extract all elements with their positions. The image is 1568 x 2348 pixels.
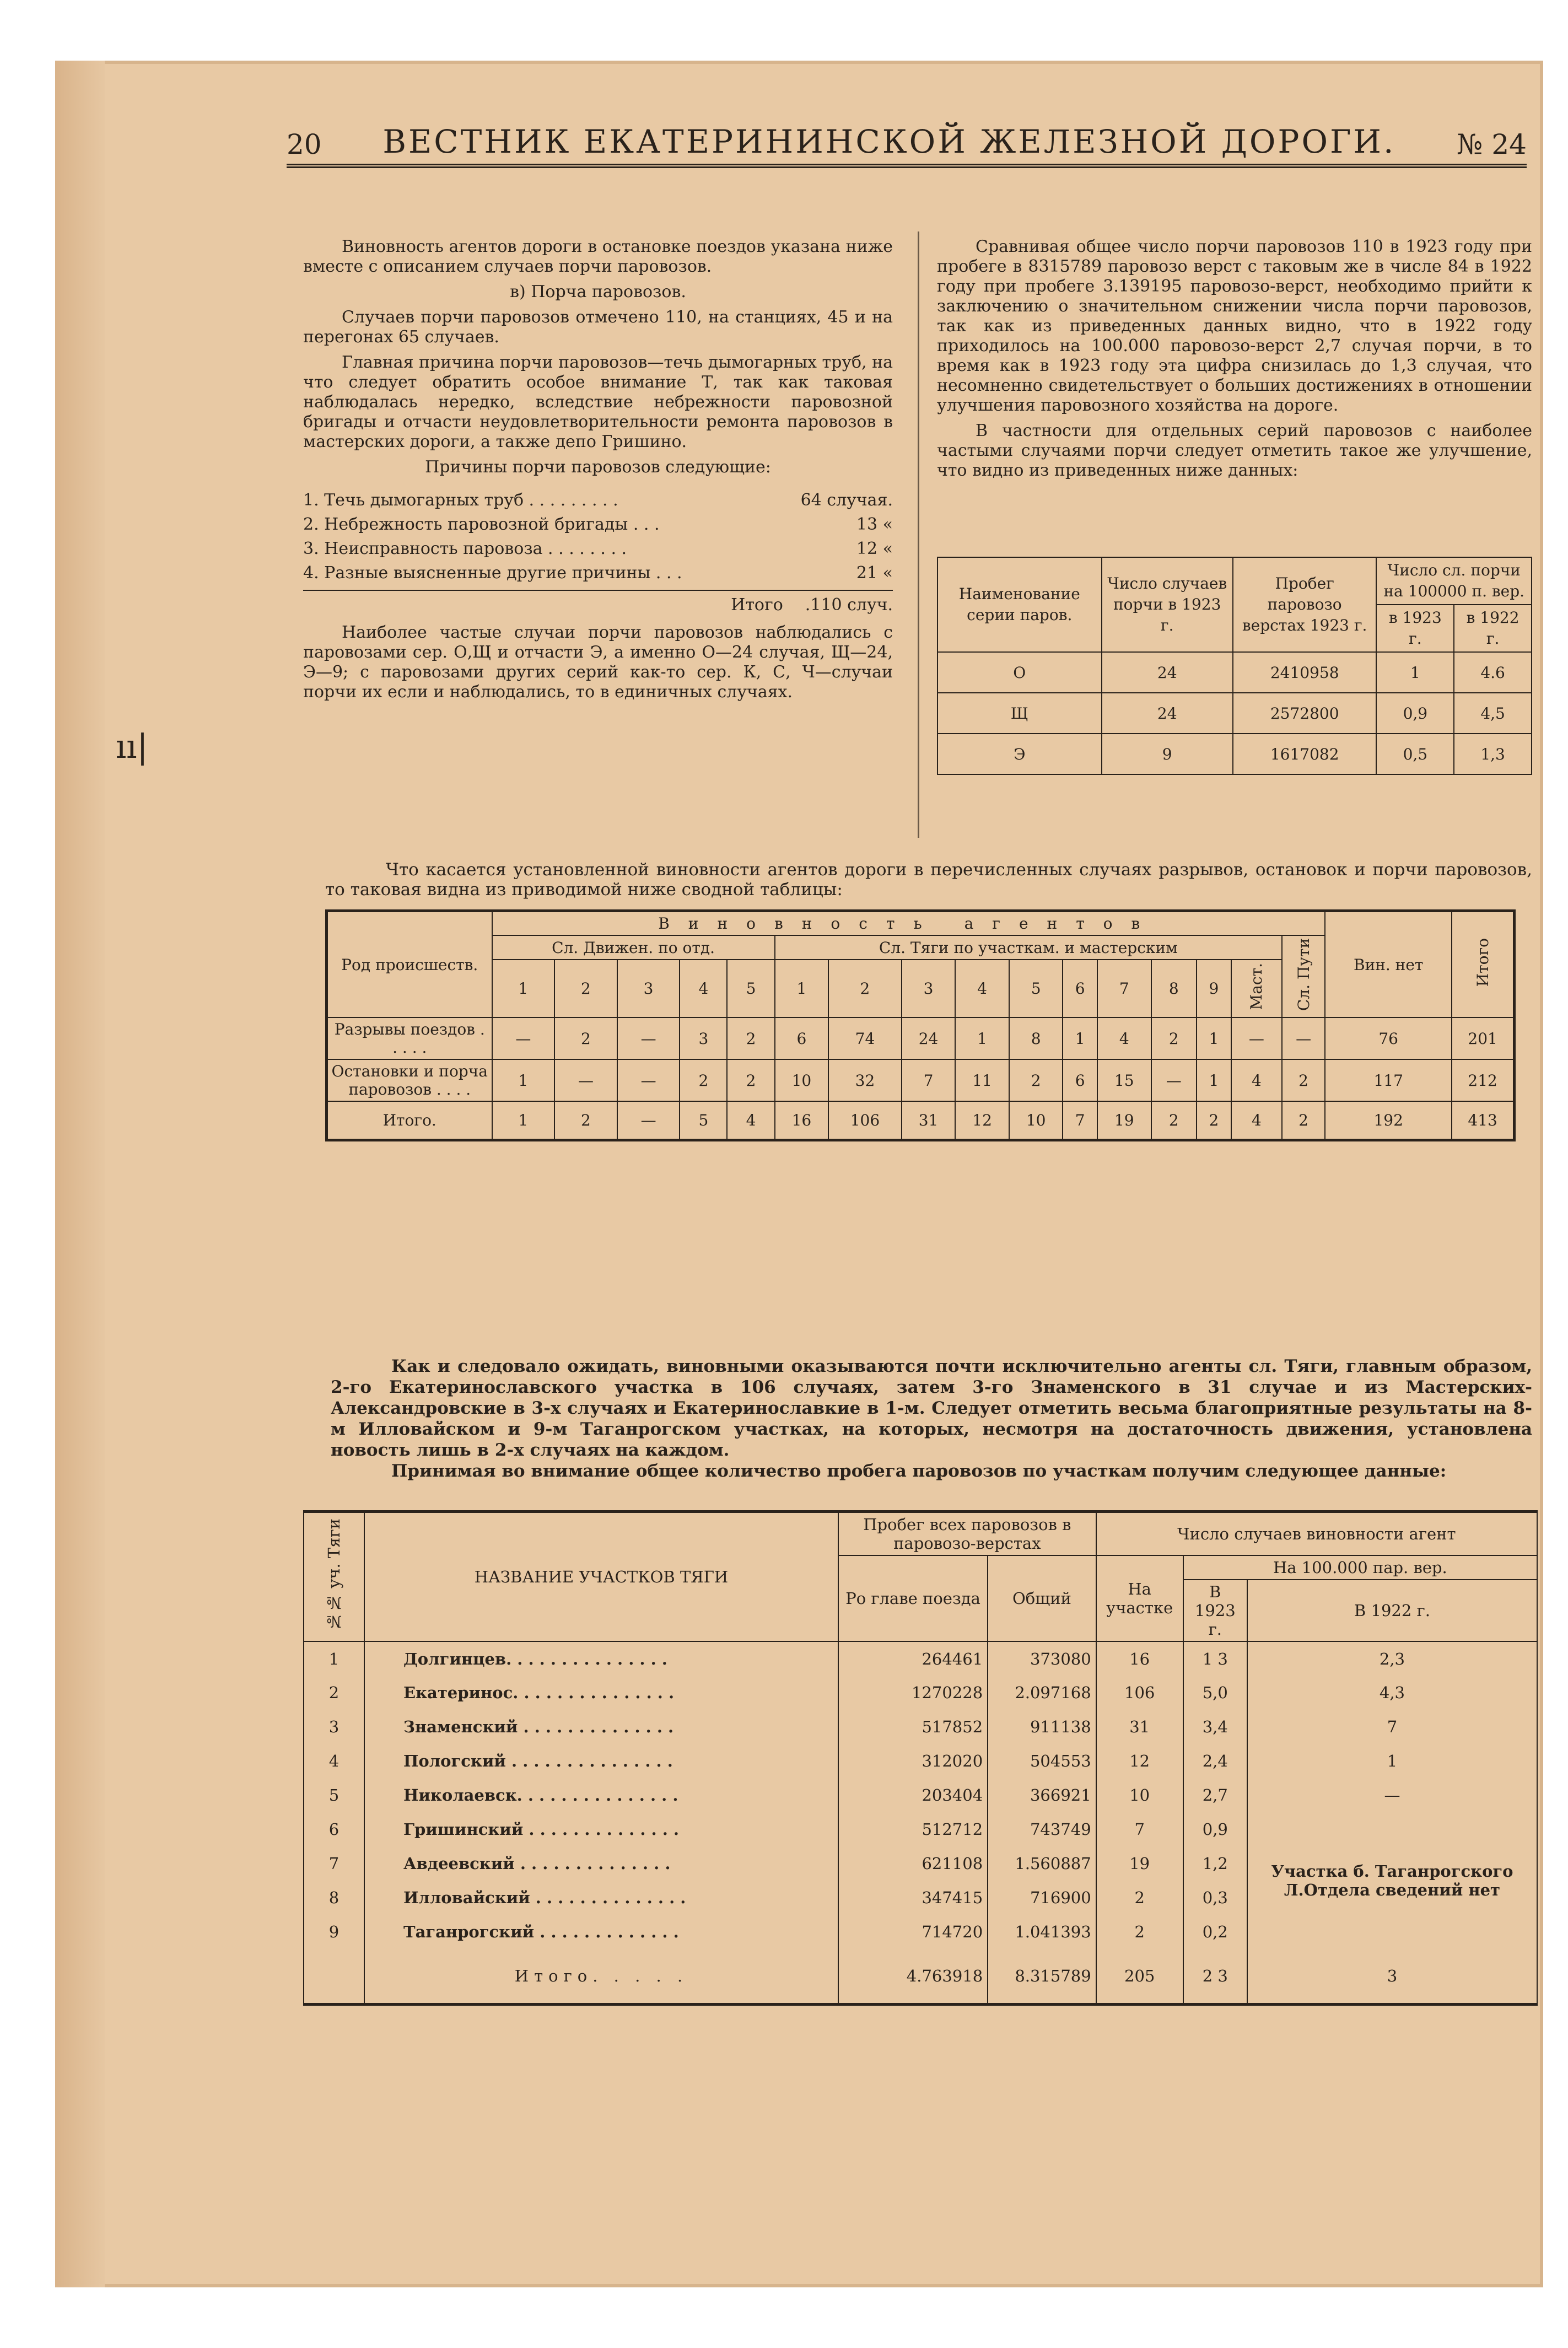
table-total-row: Итого. 1 2 — 5 4 16 106 31 12 10 7 19 2 2 4 2 192 413 [327, 1101, 1515, 1140]
table-row: Щ 24 2572800 0,9 4,5 [937, 693, 1532, 734]
left-column [303, 237, 893, 708]
column-divider [918, 231, 919, 838]
table-row: Остановки и порча паровозов . . . . 1 — — 2 2 10 32 7 11 2 6 15 — 1 4 2 117 212 [327, 1059, 1515, 1101]
table-header: Число случаев порчи в 1923 г. [1102, 557, 1233, 652]
table-header: Сл. Тяги по участкам. и мастерским [775, 935, 1283, 960]
table-row: Разрывы поездов . . . . . — 2 — 3 2 6 74 24 1 8 1 4 2 1 — — 76 201 [327, 1017, 1515, 1059]
table-header: Пробег паровозо верстах 1923 г. [1233, 557, 1377, 652]
table-header: №№ уч. Тяги [304, 1512, 364, 1642]
causes-list [303, 488, 893, 617]
table-header: На участке [1096, 1555, 1183, 1641]
table-row: 7 Авдеевский . . . . . . . . . . . . . . 621108 1.560887 19 1,2 [304, 1846, 1537, 1881]
table-row: 6 Гришинский . . . . . . . . . . . . . . 512712 743749 7 0,9 Участка б. Таганрогского Л.Отдела сведений нет [304, 1812, 1537, 1846]
table-header: На 100.000 пар. вер. [1183, 1555, 1537, 1580]
paragraph: Что касается установленной виновности агентов дороги в перечисленных случаях разрывов, остановок и порчи паровозов, то таковая видна из приводимой ниже сводной таблицы: [325, 860, 1532, 900]
table-header: В 1923 г. [1183, 1580, 1247, 1641]
table-header: Общий [988, 1555, 1096, 1641]
table-header: в 1922 г. [1454, 605, 1532, 652]
table-row: О 24 2410958 1 4.6 [937, 652, 1532, 693]
paragraph: Принимая во внимание общее количество пробега паровозов по участкам получим следующее данные: [391, 1461, 1447, 1481]
table-total-row: Итого. . . . . 4.763918 8.315789 205 2 3 3 [304, 1949, 1537, 2004]
list-item: 3. Неисправность паровоза . . . . . . . . 12 « [303, 539, 893, 558]
issue-number: № 24 [1457, 128, 1527, 160]
margin-mark: ıı| [116, 728, 148, 766]
newspaper-title: ВЕСТНИК ЕКАТЕРИНИНСКОЙ ЖЕЛЕЗНОЙ ДОРОГИ. [382, 123, 1396, 160]
missing-data-note: Участка б. Таганрогского Л.Отдела сведений нет [1247, 1812, 1537, 1949]
list-item: 1. Течь дымогарных труб . . . . . . . . . 64 случая. [303, 491, 893, 510]
paragraph: Главная причина порчи паровозов—течь дымогарных труб, на что следует обратить особое внимание Т, так как таковая наблюдалась нередко, вследствие небрежности паровозной бригады и отчасти неудовлетворительности ремонта паровозов в мастерских дороги, а также депо Гришино. [303, 353, 893, 451]
page-number: 20 [287, 128, 322, 160]
sections-table [303, 1510, 1538, 2006]
table-header: Сл. Движен. по отд. [492, 935, 775, 960]
table-row: 1 Долгинцев. . . . . . . . . . . . . . . 264461 373080 16 1 3 2,3 [304, 1641, 1537, 1676]
right-column [937, 237, 1532, 486]
table-row: 4 Пологский . . . . . . . . . . . . . . . 312020 504553 12 2,4 1 [304, 1744, 1537, 1778]
table-row: 2 Екатеринос. . . . . . . . . . . . . . . 1270228 2.097168 106 5,0 4,3 [304, 1676, 1537, 1710]
table-header: Ро главе поезда [838, 1555, 988, 1641]
list-item: 4. Разные выясненные другие причины . . . 21 « [303, 563, 893, 583]
paragraph: Сравнивая общее число порчи паровозов 110 в 1923 году при пробеге в 8315789 паровозо верст с таковым же в числе 84 в 1922 году при пробеге 3.139195 паровозо-верст, необходимо прийти к заключению о значительном снижении числа порчи паровозов, так как из приведенных данных видно, что в 1922 году приходилось на 100.000 паровозо-верст 2,7 случая порчи, в то время как в 1923 году эта цифра снизилась до 1,3 случая, что несомненно свидетельствует о больших достижениях в отношении улучшения паровозного хозяйства на дороге. [937, 237, 1532, 415]
paragraph: Наиболее частые случаи порчи паровозов наблюдались с паровозами сер. О,Щ и отчасти Э, а именно О—24 случая, Щ—24, Э—9; с паровозами других серий как-то сер. К, С, Ч—случаи порчи их если и наблюдались, то в единичных случаях. [303, 623, 893, 702]
table-header: Наименование серии паров. [937, 557, 1102, 652]
table-header: Число случаев виновности агент [1096, 1512, 1537, 1556]
paragraph: Как и следовало ожидать, виновными оказываются почти исключительно агенты сл. Тяги, главным образом, 2-го Екатеринославского участка в 106 случаях, затем 3-го Знаменского в 31 случае и из Мастерских-Александровские в 3-х случаях и Екатеринославкие в 1-м. Следует отметить весьма благоприятные результаты на 8-м Илловайском и 9-м Таганрогском участках, на которых, несмотря на достаточность движения, установлена новость лишь в 2-х случаях на каждом. [331, 1356, 1532, 1460]
section-subheading: в) Порча паровозов. [510, 282, 686, 301]
list-item: 2. Небрежность паровозной бригады . . . 13 « [303, 515, 893, 534]
page-header [287, 119, 1527, 168]
table-row: 8 Илловайский . . . . . . . . . . . . . . 347415 716900 2 0,3 [304, 1881, 1537, 1915]
table-header: Виновность агентов [492, 911, 1325, 936]
table-header: Вин. нет [1325, 911, 1452, 1018]
causes-heading: Причины порчи паровозов следующие: [425, 457, 771, 477]
table-header: Род происшеств. [327, 911, 492, 1018]
table-header: Число сл. порчи на 100000 п. вер. [1376, 557, 1532, 605]
table-row: Э 9 1617082 0,5 1,3 [937, 734, 1532, 774]
paragraph: Случаев порчи паровозов отмечено 110, на станциях, 45 и на перегонах 65 случаев. [303, 308, 893, 347]
paragraph: Виновность агентов дороги в остановке поездов указана ниже вместе с описанием случаев порчи паровозов. [303, 237, 893, 276]
table-row: 3 Знаменский . . . . . . . . . . . . . . 517852 911138 31 3,4 7 [304, 1710, 1537, 1744]
causes-total: Итого .110 случ. [303, 590, 893, 617]
table-header: НАЗВАНИЕ УЧАСТКОВ ТЯГИ [364, 1512, 838, 1642]
page-edge [55, 61, 105, 2287]
table-header: Итого [1452, 911, 1514, 1018]
table-header: в 1923 г. [1376, 605, 1454, 652]
analysis-text [331, 1356, 1532, 1482]
table-row: 9 Таганрогский . . . . . . . . . . . . . 714720 1.041393 2 0,2 [304, 1915, 1537, 1949]
series-table [937, 557, 1532, 775]
table-header: Сл. Пути [1282, 935, 1325, 1017]
paragraph: В частности для отдельных серий паровозов с наиболее частыми случаями порчи следует отметить такое же улучшение, что видно из приведенных ниже данных: [937, 421, 1532, 480]
guilt-summary-table: Род происшеств. Виновность агентов Вин. нет Итого Сл. Движен. по отд. Сл. Тяги по участкам. и мастерским Сл. Пути 1 2 3 4 5 1 2 3 4 5 6 7 8 9 Маст. Разрывы поездов . . . . . — 2 — 3 2 6 74 24 1 8 1 4 2 1 — — 76 201 Остановки и порча паровозов . . . . 1 — — 2 2 10 32 7 11 2 6 15 — 1 4 2 117 212 Итого. 1 2 — 5 4 16 106 31 12 10 7 19 2 2 4 2 192 413 [325, 909, 1516, 1141]
table-header: Пробег всех паровозов в паровозо-верстах [838, 1512, 1096, 1556]
table-row: 5 Николаевск. . . . . . . . . . . . . . . 203404 366921 10 2,7 — [304, 1778, 1537, 1812]
table-header: В 1922 г. [1247, 1580, 1537, 1641]
